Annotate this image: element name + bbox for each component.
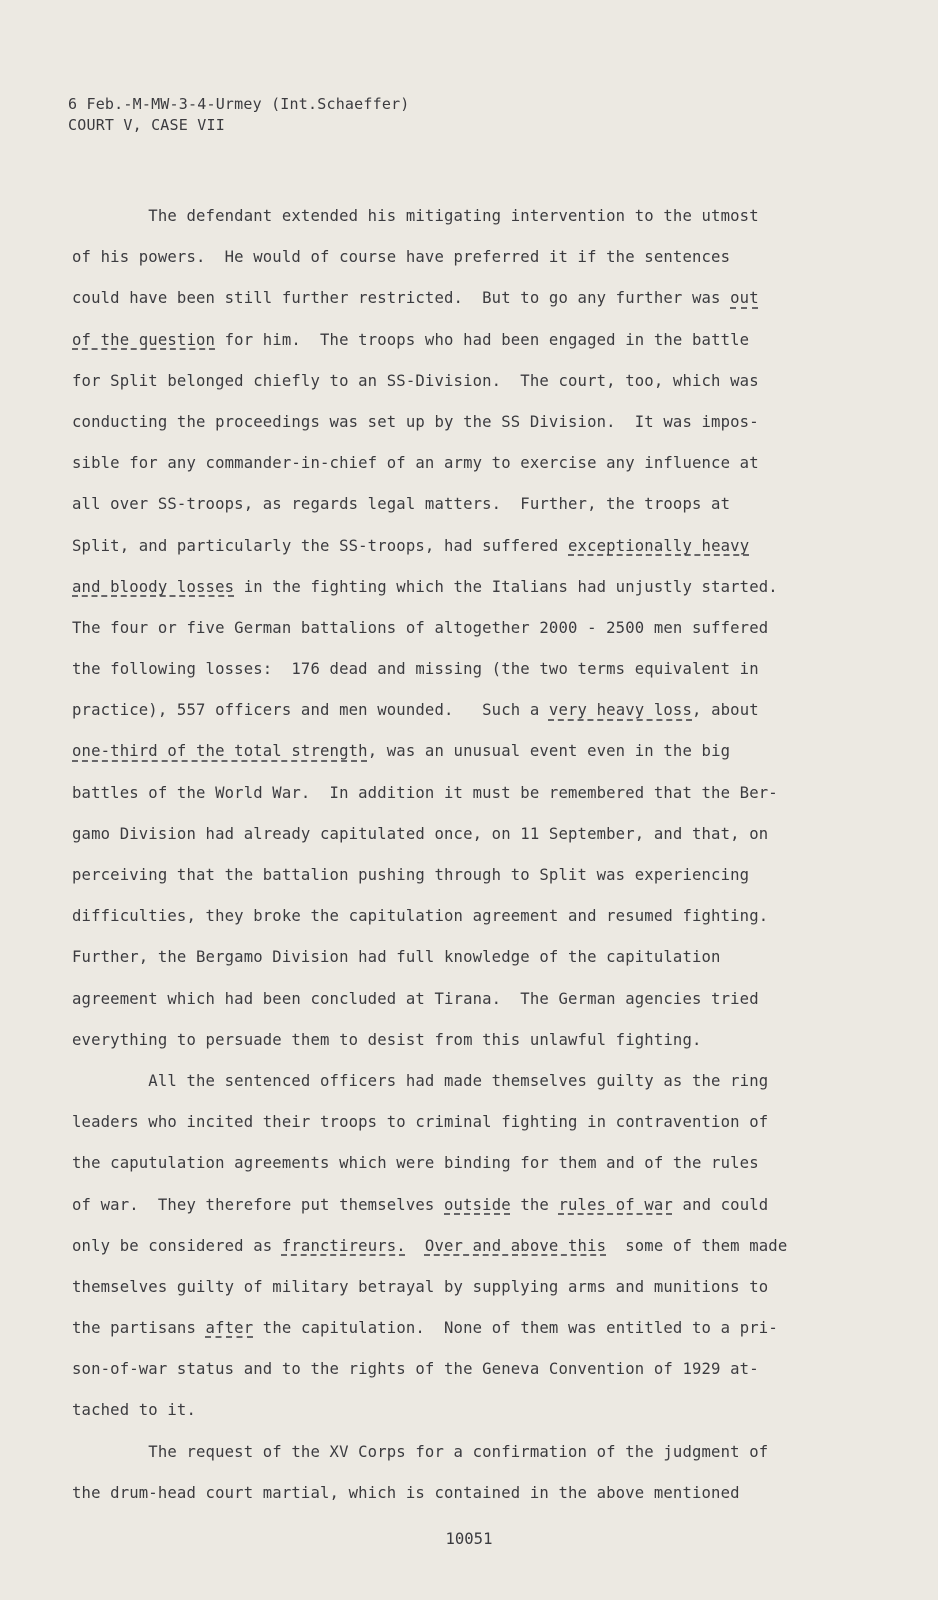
- text-segment: themselves guilty of military betrayal by supplying arms and munitions to: [72, 1277, 769, 1296]
- text-line: [72, 1390, 862, 1431]
- text-line: [72, 196, 862, 237]
- text-segment: sible for any commander-in-chief of an army to exercise any influence at: [72, 454, 759, 473]
- text-line: [72, 1349, 862, 1390]
- underlined-text: Over and above this: [424, 1236, 607, 1255]
- text-segment: some of them made: [606, 1236, 788, 1255]
- underlined-text: and bloody losses: [72, 577, 235, 596]
- text-segment: practice), 557 officers and men wounded. Such a: [72, 701, 549, 720]
- text-line: [72, 855, 862, 896]
- text-segment: the caputulation agreements which were binding for them and of the rules: [72, 1154, 759, 1173]
- text-line: [72, 361, 862, 402]
- underlined-text: one-third of the total strength: [72, 742, 368, 761]
- document-body: [72, 196, 862, 1514]
- text-line: [72, 608, 862, 649]
- text-line: [72, 814, 862, 855]
- text-segment: of his powers. He would of course have preferred it if the sentences: [72, 248, 731, 267]
- text-line: [72, 278, 862, 319]
- page-number: 10051: [445, 1530, 493, 1548]
- text-line: [72, 773, 862, 814]
- text-segment: All the sentenced officers had made themselves guilty as the ring: [72, 1071, 769, 1090]
- underlined-text: exceptionally heavy: [568, 536, 750, 555]
- text-segment: The request of the XV Corps for a confirmation of the judgment of: [72, 1442, 769, 1461]
- text-segment: gamo Division had already capitulated once, on 11 September, and that, on: [72, 824, 769, 843]
- text-line: [72, 237, 862, 278]
- underlined-text: after: [205, 1319, 254, 1338]
- text-segment: [406, 1237, 425, 1255]
- text-line: [72, 402, 862, 443]
- text-line: [72, 649, 862, 690]
- text-line: [72, 937, 862, 978]
- text-segment: of war. They therefore put themselves: [72, 1195, 444, 1214]
- text-line: [72, 526, 862, 567]
- text-line: [72, 567, 862, 608]
- text-line: [72, 1308, 862, 1349]
- text-line: [72, 1226, 862, 1267]
- text-line: [72, 1102, 862, 1143]
- text-segment: everything to persuade them to desist from this unlawful fighting.: [72, 1030, 702, 1049]
- text-segment: , about: [692, 701, 759, 720]
- text-segment: in the fighting which the Italians had unjustly started.: [234, 577, 778, 596]
- text-line: [72, 1020, 862, 1061]
- underlined-text: out: [730, 289, 759, 308]
- text-segment: The defendant extended his mitigating intervention to the utmost: [72, 207, 759, 225]
- text-segment: Split, and particularly the SS-troops, had suffered: [72, 536, 568, 555]
- text-segment: the following losses: 176 dead and missing (the two terms equivalent in: [72, 660, 759, 679]
- text-line: [72, 1267, 862, 1308]
- underlined-text: very heavy loss: [548, 701, 692, 720]
- text-segment: Further, the Bergamo Division had full knowledge of the capitulation: [72, 948, 721, 967]
- text-segment: the: [510, 1195, 559, 1214]
- text-segment: the capitulation. None of them was entitled to a pri-: [253, 1319, 778, 1338]
- text-line: [72, 979, 862, 1020]
- text-line: [72, 731, 862, 772]
- text-segment: agreement which had been concluded at Tirana. The German agencies tried: [72, 989, 759, 1008]
- text-segment: battles of the World War. In addition it must be remembered that the Ber-: [72, 783, 778, 802]
- underlined-text: of the question: [72, 330, 216, 349]
- text-line: [72, 1061, 862, 1102]
- text-segment: the drum-head court martial, which is contained in the above mentioned: [72, 1483, 740, 1502]
- text-segment: all over SS-troops, as regards legal matters. Further, the troops at: [72, 495, 731, 514]
- text-line: [72, 443, 862, 484]
- text-line: [72, 1473, 862, 1514]
- header-line-date: 6 Feb.-M-MW-3-4-Urmey (Int.Schaeffer): [68, 95, 410, 113]
- document-header: [68, 94, 410, 136]
- text-line: [72, 320, 862, 361]
- underlined-text: outside: [444, 1195, 511, 1214]
- text-segment: conducting the proceedings was set up by the SS Division. It was impos-: [72, 412, 759, 431]
- text-line: [72, 896, 862, 937]
- text-segment: difficulties, they broke the capitulation agreement and resumed fighting.: [72, 907, 769, 926]
- text-line: [72, 690, 862, 731]
- text-segment: , was an unusual event even in the big: [367, 742, 731, 761]
- text-segment: leaders who incited their troops to criminal fighting in contravention of: [72, 1113, 769, 1132]
- text-segment: tached to it.: [72, 1401, 196, 1420]
- text-segment: perceiving that the battalion pushing through to Split was experiencing: [72, 866, 750, 884]
- text-segment: only be considered as: [72, 1236, 282, 1255]
- underlined-text: franctireurs.: [281, 1236, 406, 1255]
- text-segment: for him. The troops who had been engaged in the battle: [215, 330, 750, 349]
- text-line: [72, 484, 862, 525]
- text-line: [72, 1185, 862, 1226]
- text-segment: and could: [672, 1195, 769, 1214]
- text-line: [72, 1143, 862, 1184]
- text-segment: son-of-war status and to the rights of the Geneva Convention of 1929 at-: [72, 1360, 759, 1379]
- text-line: [72, 1432, 862, 1473]
- underlined-text: rules of war: [558, 1195, 673, 1214]
- text-segment: for Split belonged chiefly to an SS-Division. The court, too, which was: [72, 371, 759, 390]
- text-segment: The four or five German battalions of altogether 2000 - 2500 men suffered: [72, 618, 769, 637]
- text-segment: the partisans: [72, 1319, 206, 1338]
- header-line-case: COURT V, CASE VII: [68, 116, 225, 134]
- text-segment: could have been still further restricted. But to go any further was: [72, 289, 731, 308]
